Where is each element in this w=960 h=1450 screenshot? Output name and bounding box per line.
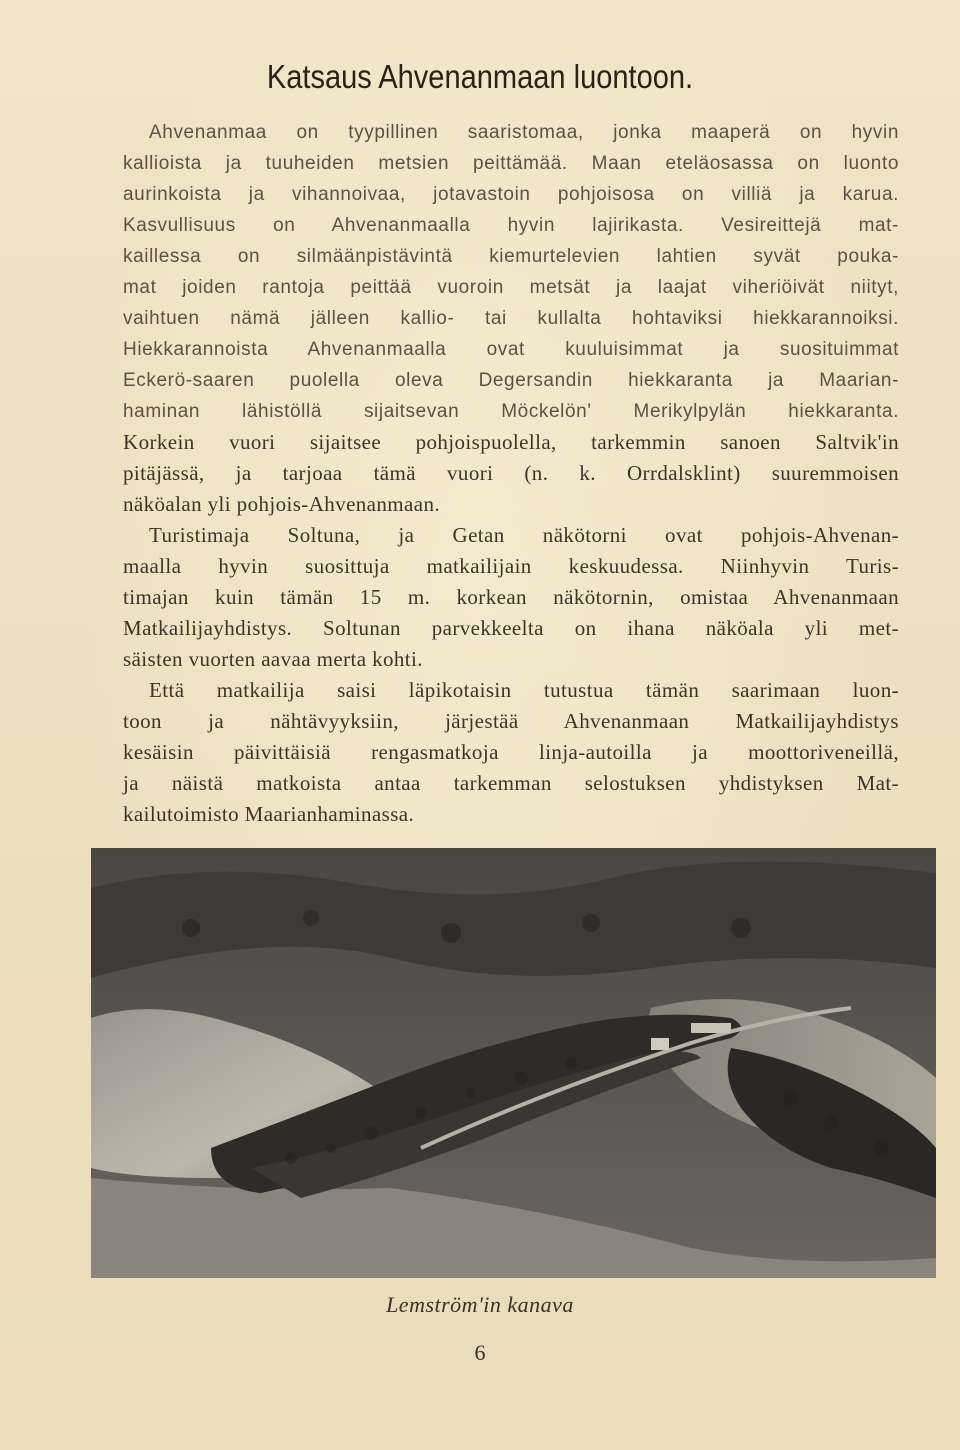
text-line: maalla hyvin suosittuja matkailijain keskuudessa. Niinhyvin Turis-: [123, 554, 899, 578]
text-line: kallioista ja tuuheiden metsien peittämää. Maan eteläosassa on luonto: [123, 153, 899, 174]
text-line: Kasvullisuus on Ahvenanmaalla hyvin lajirikasta. Vesireittejä mat-: [123, 215, 899, 236]
aerial-photo: [91, 848, 936, 1278]
text-line: timajan kuin tämän 15 m. korkean näkötornin, omistaa Ahvenanmaan: [123, 585, 899, 609]
text-line: Että matkailija saisi läpikotaisin tutustua tämän saarimaan luon-: [149, 678, 899, 702]
text-line: Eckerö-saaren puolella oleva Degersandin hiekkaranta ja Maarian-: [123, 370, 899, 391]
text-line: näköalan yli pohjois-Ahvenanmaan.: [123, 492, 441, 516]
text-line: Matkailijayhdistys. Soltunan parvekkeelta on ihana näköala yli met-: [123, 616, 899, 640]
text-line: Ahvenanmaa on tyypillinen saaristomaa, jonka maaperä on hyvin: [149, 122, 899, 143]
text-line: vaihtuen nämä jälleen kallio- tai kullalta hohtaviksi hiekkarannoiksi.: [123, 308, 899, 329]
text-line: haminan lähistöllä sijaitsevan Möckelön' Merikylpylän hiekkaranta.: [123, 401, 899, 422]
page-number: 6: [474, 1340, 486, 1365]
text-line: pitäjässä, ja tarjoaa tämä vuori (n. k. Orrdalsklint) suuremmoisen: [123, 461, 899, 485]
text-line: toon ja nähtävyyksiin, järjestää Ahvenanmaan Matkailijayhdistys: [123, 709, 899, 733]
text-line: säisten vuorten aavaa merta kohti.: [123, 647, 423, 671]
body-text: [123, 117, 899, 830]
text-line: Hiekkarannoista Ahvenanmaalla ovat kuuluisimmat ja suosituimmat: [123, 339, 899, 360]
text-line: aurinkoista ja vihannoivaa, jotavastoin pohjoisosa on villiä ja karua.: [123, 184, 899, 205]
photo-caption: Lemström'in kanava: [386, 1292, 574, 1317]
text-line: kailutoimisto Maarianhaminassa.: [123, 802, 415, 826]
text-line: Turistimaja Soltuna, ja Getan näkötorni ovat pohjois-Ahvenan-: [149, 523, 899, 547]
text-line: Korkein vuori sijaitsee pohjoispuolella, tarkemmin sanoen Saltvik'in: [123, 430, 899, 454]
text-line: mat joiden rantoja peittää vuoroin metsät ja laajat viheriöivät niityt,: [123, 277, 899, 298]
text-line: ja näistä matkoista antaa tarkemman selostuksen yhdistyksen Mat-: [123, 771, 899, 795]
page-title: Katsaus Ahvenanmaan luontoon.: [266, 58, 694, 95]
text-line: kesäisin päivittäisiä rengasmatkoja linja-autoilla ja moottoriveneillä,: [123, 740, 899, 764]
text-line: kaillessa on silmäänpistävintä kiemurtelevien lahtien syvät poukа-: [123, 246, 899, 267]
